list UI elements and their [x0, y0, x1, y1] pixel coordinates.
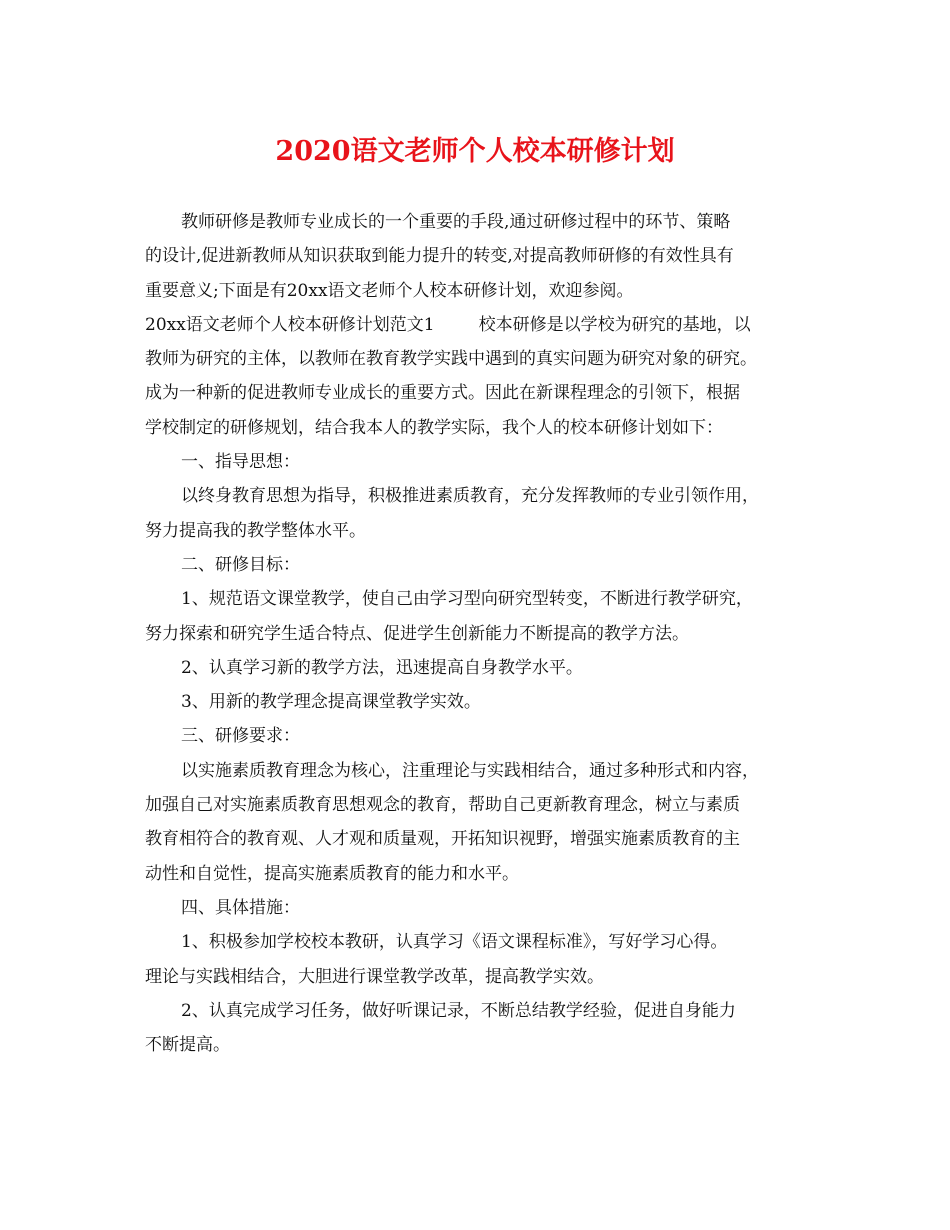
- section-2-item-3: 3、用新的教学理念提高课堂教学实效。: [181, 692, 481, 713]
- document-body: [145, 205, 825, 1062]
- sample-line-1: [145, 308, 825, 342]
- sample-line-4: 学校制定的研修规划，结合我本人的教学实际，我个人的校本研修计划如下：: [145, 417, 723, 438]
- section-3-line-1: 以实施素质教育理念为核心，注重理论与实践相结合，通过多种形式和内容，: [181, 760, 759, 781]
- section-4-item-1-line-2: 理论与实践相结合，大胆进行课堂教学改革，提高教学实效。: [145, 966, 604, 987]
- section-1-line-1: 以终身教育思想为指导，积极推进素质教育，充分发挥教师的专业引领作用，: [181, 486, 759, 507]
- sample-line-2: 教师为研究的主体，以教师在教育教学实践中遇到的真实问题为研究对象的研究。: [145, 349, 757, 370]
- section-4-heading: 四、具体措施：: [181, 897, 300, 918]
- section-3-line-3: 教育相符合的教育观、人才观和质量观，开拓知识视野，增强实施素质教育的主: [145, 829, 740, 850]
- sample-line-1-rest: 校本研修是以学校为研究的基地，以: [478, 314, 751, 335]
- intro-line-3: 重要意义;下面是有20xx语文老师个人校本研修计划，欢迎参阅。: [145, 280, 634, 301]
- section-4-item-2-line-1: 2、认真完成学习任务，做好听课记录，不断总结教学经验，促进自身能力: [181, 1000, 736, 1021]
- section-2-item-1-line-1: 1、规范语文课堂教学，使自己由学习型向研究型转变，不断进行教学研究，: [181, 589, 753, 610]
- section-2-item-2: 2、认真学习新的教学方法，迅速提高自身教学水平。: [181, 657, 583, 678]
- sample-heading: 20xx语文老师个人校本研修计划范文1: [145, 314, 435, 335]
- sample-line-3: 成为一种新的促进教师专业成长的重要方式。因此在新课程理念的引领下，根据: [145, 383, 740, 404]
- section-1-heading: 一、指导思想：: [181, 452, 300, 473]
- section-3-heading: 三、研修要求：: [181, 726, 300, 747]
- intro-line-1: 教师研修是教师专业成长的一个重要的手段,通过研修过程中的环节、策略: [181, 212, 731, 232]
- section-2-item-1-line-2: 努力探索和研究学生适合特点、促进学生创新能力不断提高的教学方法。: [145, 623, 689, 644]
- intro-line-2: 的设计,促进新教师从知识获取到能力提升的转变,对提高教师研修的有效性具有: [145, 246, 734, 267]
- document-title: 2020语文老师个人校本研修计划: [275, 136, 675, 167]
- section-2-heading: 二、研修目标：: [181, 554, 300, 575]
- section-3-line-2: 加强自己对实施素质教育思想观念的教育，帮助自己更新教育理念，树立与素质: [145, 795, 740, 816]
- section-1-line-2: 努力提高我的教学整体水平。: [145, 520, 366, 541]
- section-4-item-2-line-2: 不断提高。: [145, 1035, 230, 1056]
- section-3-line-4: 动性和自觉性，提高实施素质教育的能力和水平。: [145, 863, 519, 884]
- section-4-item-1-line-1: 1、积极参加学校校本教研，认真学习《语文课程标准》，写好学习心得。: [181, 932, 728, 953]
